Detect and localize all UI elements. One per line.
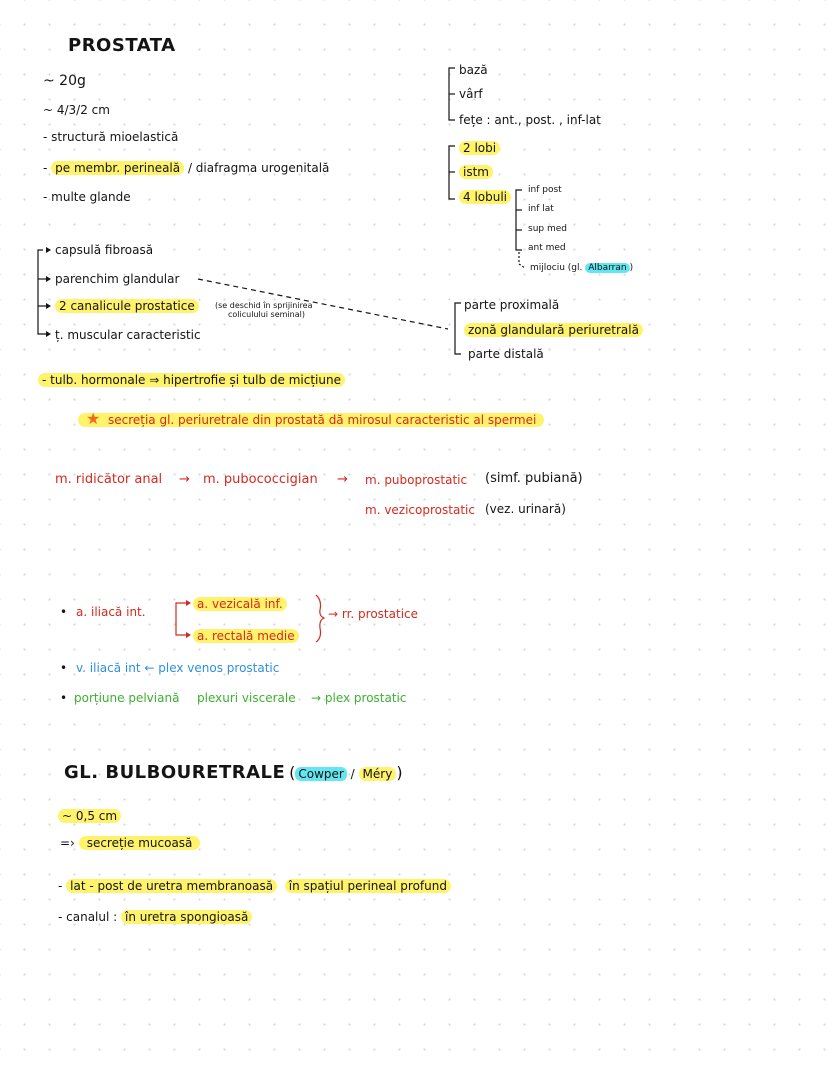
artery-rectal: a. rectală medie [193,629,299,643]
bullet-vein: • [60,661,68,675]
star-icon: ★ [86,409,101,428]
location-highlight: pe membr. perineală [51,161,184,175]
bulbo-secretion-row [60,835,200,851]
artery-vesical: a. vezicală inf. [193,597,287,611]
bulbo-size: ~ 0,5 cm [58,809,121,823]
middle-suffix: ) [629,263,634,273]
nerve-prostatic: → plex prostatic [311,691,407,705]
prostata-structure: - structură mioelastică [43,130,179,144]
prostata-location [43,160,329,176]
secretion-prefix: =› [60,836,75,850]
muscle-levator: m. ridicător anal [55,472,163,487]
lobule-1: inf post [528,185,562,195]
note-highlight [78,409,544,428]
vein-line: v. iliacă int ← plex venos prostatic [76,661,280,675]
bulbo-paren-open: ( [289,763,296,782]
bullet-artery: • [60,605,68,619]
prostata-weight: ~ 20g [43,73,86,89]
middle-albarran: Albarran [585,263,629,273]
duct-prefix: - canalul : [58,910,118,924]
bulbo-secretion: secreție mucoasă [79,836,201,850]
lobes-isthmus: istm [459,165,493,179]
bulbo-title-row [64,762,403,784]
structure-parenchyma: parenchim glandular [55,272,180,286]
nerve-plexuses: plexuri viscerale [197,691,296,705]
bulbo-title: GL. BULBOURETRALE [64,762,286,783]
ducts-note-2: coliculului seminal) [228,310,305,319]
disorders-line: - tulb. hormonale ⇒ hipertrofie și tulb de micțiune [38,373,345,387]
structure-ducts: 2 canalicule prostatice [55,299,199,313]
muscle-arrow-1: → [179,472,190,487]
prostata-glands: - multe glande [43,190,131,204]
lobes-two: 2 lobi [459,141,500,155]
bullet-nerve: • [60,691,68,705]
zone-distal: parte distală [468,347,544,361]
bulbo-position-row [58,878,451,894]
bulbo-duct: în uretra spongioasă [121,910,252,924]
zone-periurethral: zonă glandulară periuretrală [464,323,643,337]
lobule-2: inf lat [528,204,554,214]
bulbo-cowper: Cowper [295,767,346,781]
lobes-four: 4 lobuli [459,190,511,204]
bulbo-duct-row [58,909,252,925]
location-dash: - [43,161,48,175]
prostata-size: ~ 4/3/2 cm [43,103,110,117]
muscle-pubococcygeus: m. pubococcigian [203,472,318,487]
artery-target: → rr. prostatice [328,607,419,621]
lobule-3: sup med [528,224,567,234]
ducts-note-1: (se deschid în sprijinirea [215,301,313,310]
artery-source: a. iliacă int. [76,605,146,619]
prostata-title: PROSTATA [68,35,176,56]
position-prefix: - [58,879,63,893]
zone-proximal: parte proximală [464,298,560,312]
structure-capsule: capsulă fibroasă [55,243,154,257]
structure-muscle: ț. muscular caracteristic [55,328,201,342]
location-rest: / diafragma urogenitală [187,161,330,175]
part-base: bază [459,63,488,77]
middle-prefix: mijlociu (gl. [530,263,583,273]
bulbo-mery: Méry [359,767,397,781]
muscle-vesico-note: (vez. urinară) [485,502,566,516]
muscle-arrow-2: → [337,472,348,487]
bulbo-paren-close: ) [396,763,403,782]
part-apex: vârf [459,87,483,101]
nerve-portion: porțiune pelviană [74,691,180,705]
lobule-4: ant med [528,243,566,253]
bulbo-position-2: în spațiul perineal profund [285,879,451,893]
bulbo-slash: / [350,767,355,781]
bulbo-position: lat - post de uretra membranoasă [66,879,277,893]
muscle-vesicoprostatic: m. vezicoprostatic [365,503,475,517]
muscle-puboprostatic: m. puboprostatic [365,473,468,487]
lobule-middle [530,262,633,274]
note-text: secreția gl. periuretrale din prostată dă mirosul caracteristic al spermei [107,413,537,427]
part-faces: fețe : ant., post. , inf-lat [459,113,601,127]
muscle-pubo-note: (simf. pubiană) [485,471,583,486]
